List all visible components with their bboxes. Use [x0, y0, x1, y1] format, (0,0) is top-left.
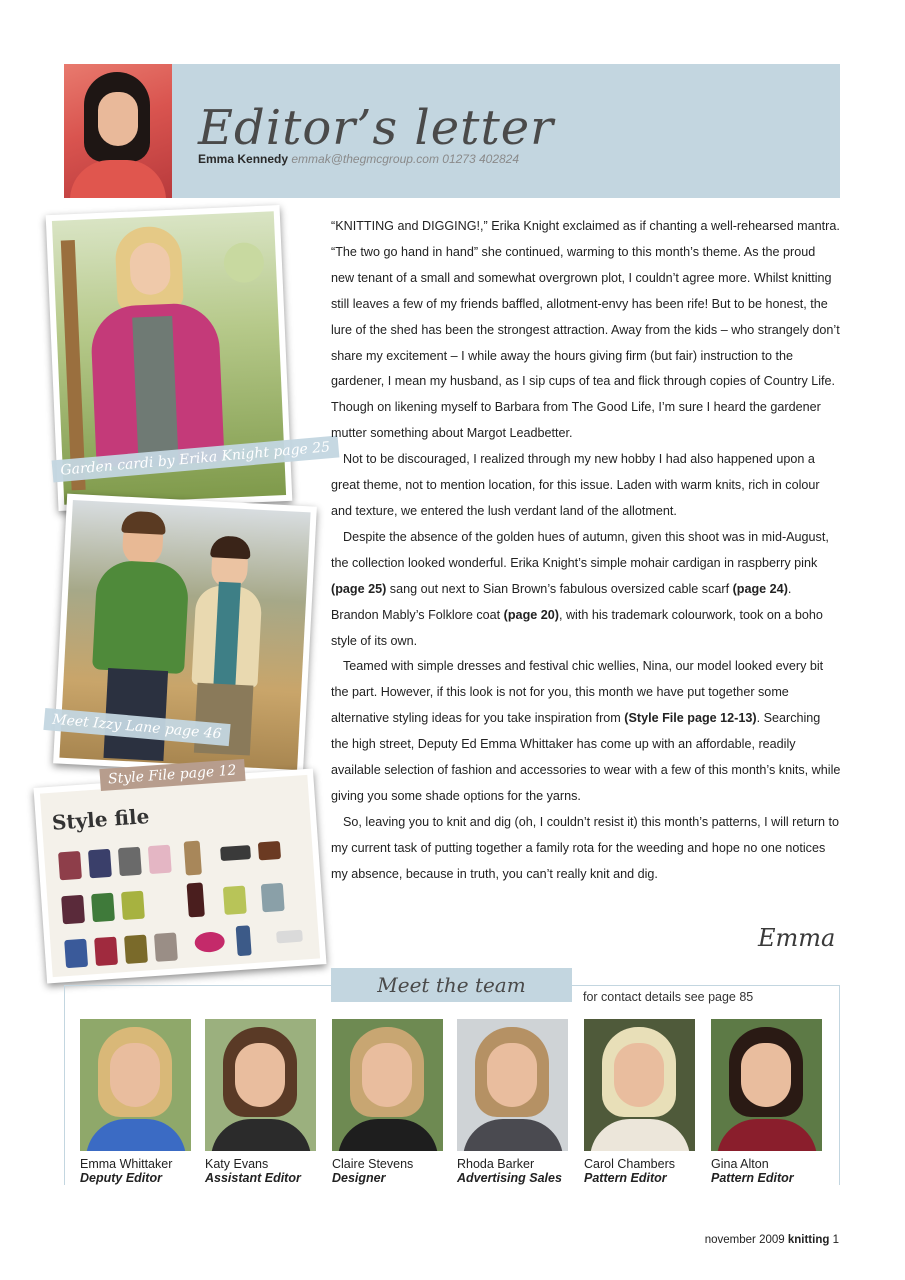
- member-photo: [332, 1019, 443, 1151]
- caption-izzy-lane: Meet Izzy Lane page 46: [43, 708, 230, 746]
- page-footer: [705, 1234, 839, 1246]
- member-photo: [584, 1019, 695, 1151]
- member-name: Carol Chambers: [584, 1157, 676, 1171]
- photo-style-file: [34, 768, 327, 983]
- team-contact-note: for contact details see page 85: [583, 990, 754, 1004]
- letter-paragraph: So, leaving you to knit and dig (oh, I couldn’t resist it) this month’s patterns, I will return to my current task of putting together a family rota for the weeding and hope no one notices my absence, because in truth, you can’t really knit and dig.: [331, 814, 840, 881]
- editor-name: Emma Kennedy: [198, 152, 289, 166]
- caption-garden-cardi: Garden cardi by Erika Knight page 25: [52, 436, 339, 483]
- editor-contact: emmak@thegmcgroup.com 01273 402824: [291, 152, 520, 166]
- member-role: Pattern Editor: [584, 1171, 667, 1185]
- team-member: [80, 1019, 191, 1185]
- editor-photo: [64, 64, 172, 198]
- team-member: [711, 1019, 822, 1185]
- letter-paragraph: Despite the absence of the golden hues of autumn, given this shoot was in mid-August, the collection looked wonderful. Erika Knight’s simple mohair cardigan in raspberry pink (page 25) sang out next to Sian Brown’s fabulous oversized cable scarf (page 24). Brandon Mably’s Folklore coat (page 20), with his trademark colourwork, took on a boho style of its own.: [331, 529, 829, 648]
- member-photo: [711, 1019, 822, 1151]
- team-member: [332, 1019, 443, 1185]
- member-name: Emma Whittaker: [80, 1157, 173, 1171]
- team-member: [205, 1019, 316, 1185]
- letter-paragraph: Not to be discouraged, I realized through my new hobby I had also happened upon a great theme, not to mention location, for this issue. Laden with warm knits, rich in colour and texture, we entered the lush verdant land of the allotment.: [331, 452, 820, 518]
- member-role: Advertising Sales: [457, 1171, 562, 1185]
- team-member: [457, 1019, 568, 1185]
- team-member: [584, 1019, 695, 1185]
- member-role: Designer: [332, 1171, 386, 1185]
- team-title: Meet the team: [331, 968, 572, 1002]
- member-photo: [205, 1019, 316, 1151]
- header-band: [64, 64, 840, 198]
- footer-date: november 2009: [704, 1234, 785, 1246]
- member-role: Pattern Editor: [711, 1171, 794, 1185]
- caption-style-file: Style File page 12: [99, 759, 245, 791]
- member-name: Claire Stevens: [332, 1157, 414, 1171]
- letter-paragraph: Teamed with simple dresses and festival chic wellies, Nina, our model looked every bit the part. However, if this look is not for you, this month we have put together some alternative styling ideas for you take inspiration from (Style File page 12-13). Searching the high street, Deputy Ed Emma Whittaker has come up with an affordable, readily available selection of fashion and accessories to wear with a few of this month’s knits, while giving you some shade options for the yarns.: [331, 659, 841, 803]
- member-photo: [80, 1019, 191, 1151]
- letter-paragraph: “KNITTING and DIGGING!,” Erika Knight exclaimed as if chanting a well-rehearsed mantra. “The two go hand in hand” she continued, warming to this month’s theme. As the proud new tenant of a small and somewhat overgrown plot, I couldn’t agree more. Whilst knitting still leaves a few of my friends baffled, allotment-envy has been rife! But to be honest, the lure of the shed has been the strongest attraction. Away from the kids – who strangely don’t share my excitement – I while away the hours giving firm (but fair) instruction to the gardener, I mean my husband, as I sip cups of tea and flick through copies of Country Life. Though on likening myself to Barbara from The Good Life, I’m sure I heard the gardener mutter something about Margot Leadbetter.: [331, 219, 840, 441]
- letter-body: [331, 214, 841, 888]
- style-file-title: Style file: [51, 804, 151, 835]
- member-photo: [457, 1019, 568, 1151]
- member-name: Rhoda Barker: [457, 1157, 535, 1171]
- signature: Emma: [758, 924, 836, 952]
- member-name: Katy Evans: [205, 1157, 269, 1171]
- member-role: Assistant Editor: [205, 1171, 301, 1185]
- footer-magazine: knitting: [787, 1234, 830, 1246]
- member-name: Gina Alton: [711, 1157, 769, 1171]
- page-title: Editor’s letter: [198, 100, 555, 156]
- member-role: Deputy Editor: [80, 1171, 162, 1185]
- editor-byline: [198, 152, 519, 166]
- page-number: 1: [832, 1234, 839, 1246]
